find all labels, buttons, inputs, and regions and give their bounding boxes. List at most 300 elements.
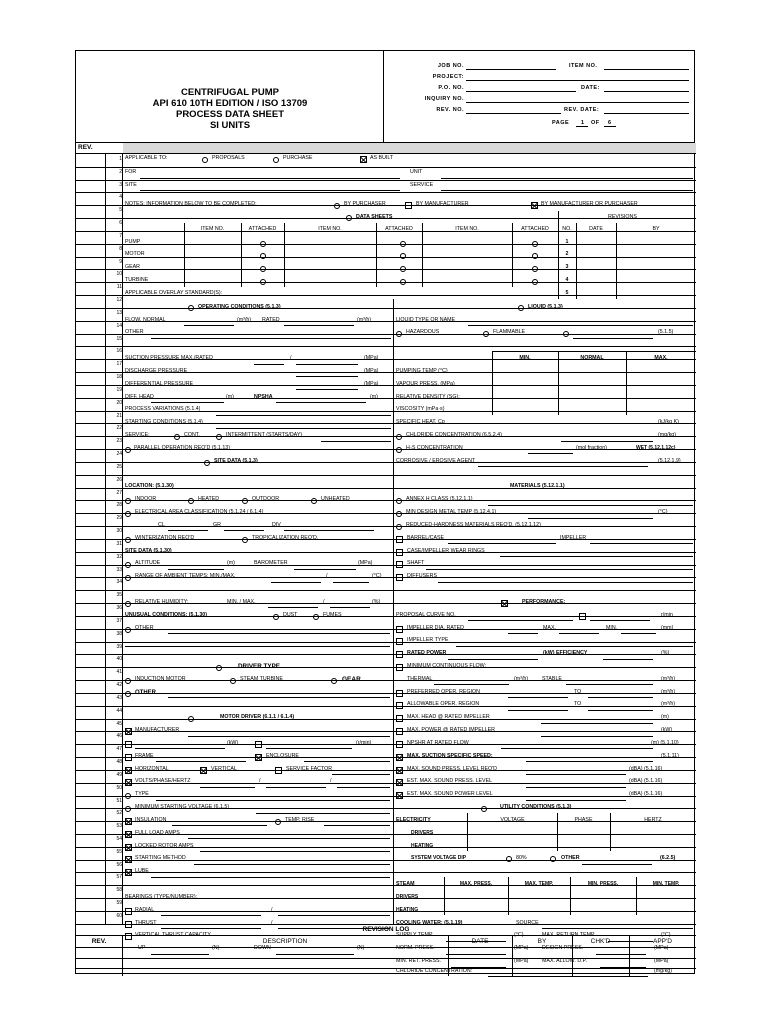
by-manufacturer-checkbox[interactable] xyxy=(405,202,412,209)
est-sound-field[interactable] xyxy=(526,787,626,788)
horizontal-label: HORIZONTAL xyxy=(135,765,169,772)
unit-label: UNIT xyxy=(410,169,423,176)
row-number: 9 xyxy=(119,258,122,265)
attached-radio[interactable] xyxy=(260,266,266,272)
differential-pressure-field[interactable] xyxy=(296,389,358,390)
service-field[interactable] xyxy=(441,190,693,191)
performance-checkbox[interactable] xyxy=(501,600,508,607)
by-mfr-or-purchaser-checkbox[interactable] xyxy=(531,202,538,209)
starting-method-field[interactable] xyxy=(194,864,390,865)
steam-min-press: MIN. PRESS. xyxy=(587,881,619,888)
process-variations-field[interactable] xyxy=(216,415,391,416)
attached-radio[interactable] xyxy=(400,279,406,285)
liquid-type-field[interactable] xyxy=(468,325,693,326)
attached-radio[interactable] xyxy=(260,241,266,247)
by-purchaser-radio[interactable] xyxy=(334,203,340,209)
title-line-2: API 610 10TH EDITION / ISO 13709 xyxy=(152,98,308,109)
norm-press-unit: (MPa) xyxy=(514,945,529,952)
cont-radio[interactable] xyxy=(174,434,180,440)
row-number: 52 xyxy=(116,810,122,817)
impeller-max-label: MAX. xyxy=(543,624,556,631)
min-cont-flow-label: MINIMUM CONTINUOUS FLOW: xyxy=(407,662,487,669)
min-starting-field[interactable] xyxy=(256,813,390,814)
max-head-field[interactable] xyxy=(541,723,653,724)
as-built-checkbox[interactable] xyxy=(360,156,367,163)
row-number: 6 xyxy=(119,220,122,227)
liquid-radio[interactable] xyxy=(518,305,524,311)
full-load-field[interactable] xyxy=(188,838,390,839)
stable-field[interactable] xyxy=(566,684,653,685)
ambient-slash: / xyxy=(326,573,328,580)
for-field[interactable] xyxy=(140,178,400,179)
revision-log-title: REVISION LOG xyxy=(362,926,410,933)
impeller-type-field[interactable] xyxy=(456,646,693,647)
volts-field[interactable] xyxy=(200,787,255,788)
dip-80-radio[interactable] xyxy=(506,856,512,862)
rel-density-label: RELATIVE DENSITY (SG): xyxy=(396,393,460,400)
phase-field[interactable] xyxy=(266,787,326,788)
motor-kw-checkbox[interactable] xyxy=(125,741,132,748)
steam-turbine-radio[interactable] xyxy=(230,678,236,684)
diffusers-field[interactable] xyxy=(438,582,693,583)
humidity-max-field[interactable] xyxy=(330,607,370,608)
attached-radio[interactable] xyxy=(532,253,538,259)
rev-bar-shade xyxy=(123,143,696,153)
est-power-field[interactable] xyxy=(526,800,626,801)
volts-label: VOLTS/PHASE/HERTZ xyxy=(135,778,191,785)
po-no-field[interactable] xyxy=(466,91,576,92)
degc-1: (°C) xyxy=(372,573,382,580)
m-unit-2: (m) xyxy=(370,393,378,400)
dip-other-field[interactable] xyxy=(582,864,652,865)
impeller-max-field[interactable] xyxy=(559,633,599,634)
h2s-field[interactable] xyxy=(528,453,573,454)
thermal-unit: (m³/h) xyxy=(514,675,529,682)
other-conditions-field-2[interactable] xyxy=(125,646,390,647)
intermittent-radio[interactable] xyxy=(216,434,222,440)
item-no-field[interactable] xyxy=(604,69,689,70)
humidity-label: RELATIVE HUMIDITY: xyxy=(135,598,189,605)
date-field[interactable] xyxy=(604,91,689,92)
attached-radio[interactable] xyxy=(532,266,538,272)
type-field[interactable] xyxy=(156,800,390,801)
liq-max-header: MAX. xyxy=(654,355,668,362)
job-no-field[interactable] xyxy=(466,69,556,70)
starts-per-day-field[interactable] xyxy=(321,441,391,442)
vert-thrust-label: VERTICAL THRUST CAPACITY xyxy=(135,932,211,939)
title-block xyxy=(76,51,384,143)
row-line xyxy=(76,911,696,912)
row-number: 3 xyxy=(119,181,122,188)
row-number: 48 xyxy=(116,759,122,765)
gear-radio[interactable] xyxy=(331,678,337,684)
allowable-from-field[interactable] xyxy=(508,710,568,711)
col-attached-1: ATTACHED xyxy=(248,225,277,232)
specific-heat-label: SPECIFIC HEAT, Cp xyxy=(396,419,445,426)
row-number: 2 xyxy=(119,168,122,175)
revlog-line xyxy=(76,968,696,969)
enclosure-field[interactable] xyxy=(304,761,390,762)
job-no-label: JOB NO. xyxy=(437,63,464,69)
revlog-appd-header: APP'D xyxy=(653,938,672,945)
row-line xyxy=(76,642,696,643)
site-field[interactable] xyxy=(140,190,400,191)
attached-radio[interactable] xyxy=(260,279,266,285)
page-number: 1 xyxy=(581,120,585,126)
manufacturer-label: MANUFACTURER xyxy=(135,727,180,734)
impeller-type-label: IMPELLER TYPE xyxy=(407,637,449,644)
other-hazard-radio[interactable] xyxy=(563,331,569,337)
row-number: 54 xyxy=(116,835,122,842)
rev-num-4: 4 xyxy=(565,277,569,284)
altitude-radio[interactable] xyxy=(125,562,131,568)
allowable-to-field[interactable] xyxy=(588,710,653,711)
efficiency-field[interactable] xyxy=(603,659,653,660)
row-line xyxy=(76,346,696,347)
other-driver-radio[interactable] xyxy=(125,691,131,697)
kjkgk-unit: (kJ/kg K) xyxy=(658,419,679,426)
row-number: 21 xyxy=(116,412,122,419)
supply-temp-unit: (°C) xyxy=(514,932,524,939)
manufacturer-field[interactable] xyxy=(188,736,390,737)
diffusers-checkbox[interactable] xyxy=(396,574,403,581)
diff-head-field[interactable] xyxy=(151,402,224,403)
thrust-slash: / xyxy=(271,919,273,926)
other-conditions-radio[interactable] xyxy=(125,627,131,633)
purchase-radio[interactable] xyxy=(273,157,279,163)
rated-label: RATED xyxy=(262,316,280,323)
revision-log xyxy=(76,924,696,975)
revlog-line xyxy=(76,947,696,948)
wear-rings-field[interactable] xyxy=(500,556,693,557)
suction-rated-field[interactable] xyxy=(296,364,358,365)
diff-head-label: DIFF. HEAD xyxy=(125,393,154,400)
div-field[interactable] xyxy=(284,530,374,531)
allowable-checkbox[interactable] xyxy=(396,702,403,709)
site-data-heading: SITE DATA (5.1.3) xyxy=(214,457,258,464)
div-label: DIV xyxy=(272,521,281,528)
min-design-temp-label: MIN DESIGN METAL TEMP (5.12.4.1) xyxy=(406,509,497,516)
barrel-case-field[interactable] xyxy=(448,543,556,544)
proposal-curve-field[interactable] xyxy=(468,620,573,621)
inquiry-no-field[interactable] xyxy=(466,102,689,103)
full-load-checkbox[interactable] xyxy=(125,831,132,838)
preferred-from-field[interactable] xyxy=(508,697,568,698)
impeller-type-checkbox[interactable] xyxy=(396,638,403,645)
cooling-water-label: COOLING WATER: (5.1.19) xyxy=(396,919,463,926)
other-conditions-field[interactable] xyxy=(168,633,390,634)
project-field[interactable] xyxy=(466,80,689,81)
equip-pump: PUMP xyxy=(125,238,141,245)
chloride-conc-label: CHLORIDE CONCENTRATION: xyxy=(396,967,473,974)
center-divider xyxy=(393,299,394,924)
locked-rotor-field[interactable] xyxy=(200,851,390,852)
npsha-field[interactable] xyxy=(276,402,366,403)
ref-515: (5.1.5) xyxy=(658,329,674,336)
chloride-field[interactable] xyxy=(561,441,653,442)
row-line xyxy=(76,180,696,181)
est-power-label: EST. MAX. SOUND POWER LEVEL xyxy=(407,791,493,798)
max-power-checkbox[interactable] xyxy=(396,728,403,735)
impeller-field[interactable] xyxy=(590,543,693,544)
humidity-min-max: MIN. / MAX. xyxy=(227,598,256,605)
for-label: FOR xyxy=(125,169,137,176)
attached-radio[interactable] xyxy=(400,253,406,259)
grid-line xyxy=(241,223,242,286)
curve-rpm-checkbox[interactable] xyxy=(579,613,586,620)
max-allow-unit: (MPa) xyxy=(654,958,669,965)
row-number: 33 xyxy=(116,566,122,573)
fumes-radio[interactable] xyxy=(313,614,319,620)
h2s-radio[interactable] xyxy=(396,447,402,453)
barrel-case-checkbox[interactable] xyxy=(396,536,403,543)
rev-num-2: 2 xyxy=(565,251,569,258)
preferred-checkbox[interactable] xyxy=(396,690,403,697)
ambient-radio[interactable] xyxy=(125,575,131,581)
outdoor-radio[interactable] xyxy=(242,498,248,504)
ref-51219: (5.12.1.9) xyxy=(658,457,681,464)
starting-method-label: STARTING METHOD xyxy=(135,855,186,862)
barometer-field[interactable] xyxy=(294,569,356,570)
row-number: 17 xyxy=(116,361,122,368)
up-label: UP xyxy=(138,945,146,952)
hertz-header: HERTZ xyxy=(644,816,662,823)
gr-field[interactable] xyxy=(224,530,264,531)
h2s-label: H₂S CONCENTRATION xyxy=(406,444,463,451)
supply-temp-label: SUPPLY TEMP. xyxy=(396,932,434,939)
starting-conditions-field[interactable] xyxy=(216,428,391,429)
humidity-min-field[interactable] xyxy=(268,607,318,608)
enclosure-checkbox[interactable] xyxy=(255,754,262,761)
winterization-radio[interactable] xyxy=(125,537,131,543)
row-number: 56 xyxy=(116,861,122,868)
induction-radio[interactable] xyxy=(125,678,131,684)
row-number: 51 xyxy=(116,797,122,804)
attached-radio[interactable] xyxy=(260,253,266,259)
temp-rise-radio[interactable] xyxy=(275,819,281,825)
suction-slash: / xyxy=(290,355,292,362)
hertz-field[interactable] xyxy=(337,787,390,788)
dip-other-radio[interactable] xyxy=(550,856,556,862)
row-number: 18 xyxy=(116,374,122,381)
suction-max-field[interactable] xyxy=(254,364,284,365)
impeller-min-field[interactable] xyxy=(621,633,656,634)
discharge-pressure-field[interactable] xyxy=(296,376,358,377)
lube-checkbox[interactable] xyxy=(125,869,132,876)
row-number: 58 xyxy=(116,887,122,894)
applicable-to-label: APPLICABLE TO: xyxy=(125,155,168,162)
manufacturer-checkbox[interactable] xyxy=(125,728,132,735)
flow-normal-label: FLOW, NORMAL xyxy=(125,316,166,323)
po-no-label: P.O. NO. xyxy=(438,85,464,91)
wear-rings-checkbox[interactable] xyxy=(396,549,403,556)
preferred-label: PREFERRED OPER. REGION xyxy=(407,688,480,695)
sound-reqd-checkbox[interactable] xyxy=(396,767,403,774)
temp-rise-field[interactable] xyxy=(324,825,390,826)
horizontal-checkbox[interactable] xyxy=(125,767,132,774)
proposals-radio[interactable] xyxy=(202,157,208,163)
radial-field-2[interactable] xyxy=(278,915,390,916)
npshr-field[interactable] xyxy=(501,748,653,749)
hazardous-radio[interactable] xyxy=(396,331,402,337)
norm-press-label: NORM. PRESS. xyxy=(396,945,435,952)
cl-field[interactable] xyxy=(168,530,208,531)
annex-h-radio[interactable] xyxy=(396,498,402,504)
flammable-radio[interactable] xyxy=(483,331,489,337)
m-unit-1: (m) xyxy=(226,393,234,400)
min-starting-radio[interactable] xyxy=(125,806,131,812)
lube-field[interactable] xyxy=(151,877,390,878)
shaft-field[interactable] xyxy=(426,569,693,570)
ambient-max-field[interactable] xyxy=(333,582,369,583)
utility-radio[interactable] xyxy=(481,806,487,812)
row-number: 37 xyxy=(116,617,122,624)
job-info-block xyxy=(384,51,694,143)
impeller-dia-checkbox[interactable] xyxy=(396,626,403,633)
min-design-temp-radio[interactable] xyxy=(396,511,402,517)
attached-radio[interactable] xyxy=(532,279,538,285)
min-design-temp-field[interactable] xyxy=(528,518,653,519)
volts-checkbox[interactable] xyxy=(125,779,132,786)
stable-label: STABLE xyxy=(542,675,562,682)
mgkg-unit: (mg/kg) xyxy=(658,432,676,439)
chloride-radio[interactable] xyxy=(396,434,402,440)
site-data-radio[interactable] xyxy=(204,460,210,466)
design-press-label: DESIGN PRESS. xyxy=(542,945,584,952)
lube-label: LUBE xyxy=(135,868,149,875)
wet-ref: WET (5.12.1.12c) xyxy=(636,444,676,451)
cont-label: CONT. xyxy=(184,432,200,439)
shaft-label: SHAFT xyxy=(407,560,425,567)
radial-checkbox[interactable] xyxy=(125,908,132,915)
altitude-field[interactable] xyxy=(168,569,224,570)
flammable-label: FLAMMABLE xyxy=(493,329,526,336)
rev-date-field[interactable] xyxy=(604,113,689,114)
attached-radio[interactable] xyxy=(400,241,406,247)
row-line xyxy=(76,629,696,630)
other-field[interactable] xyxy=(151,338,391,339)
preferred-to-field[interactable] xyxy=(588,697,653,698)
barrel-case-label: BARREL/CASE xyxy=(407,534,445,541)
reduced-hardness-radio[interactable] xyxy=(396,524,402,530)
insulation-field[interactable] xyxy=(172,825,267,826)
min-cont-flow-checkbox[interactable] xyxy=(396,664,403,671)
radial-field-1[interactable] xyxy=(161,915,261,916)
rated-power-label: RATED POWER xyxy=(407,650,447,657)
unheated-radio[interactable] xyxy=(311,498,317,504)
sound-reqd-field[interactable] xyxy=(526,774,626,775)
parallel-radio[interactable] xyxy=(125,447,131,453)
page-of-label: OF xyxy=(591,120,600,126)
n-unit-2: (N) xyxy=(357,945,365,952)
row-line xyxy=(76,321,696,322)
row-number: 10 xyxy=(116,271,122,278)
row-number: 46 xyxy=(116,733,122,740)
motor-rpm-field[interactable] xyxy=(266,748,352,749)
elec-area-radio[interactable] xyxy=(125,511,131,517)
unit-field[interactable] xyxy=(441,178,693,179)
type-radio[interactable] xyxy=(125,793,131,799)
rated-power-field[interactable] xyxy=(448,659,538,660)
flow-normal-field[interactable] xyxy=(184,325,234,326)
thrust-label: THRUST xyxy=(135,919,157,926)
curve-rpm-field[interactable] xyxy=(590,620,650,621)
row-number: 24 xyxy=(116,451,122,458)
humidity-radio[interactable] xyxy=(125,601,131,607)
row-number: 50 xyxy=(116,784,122,791)
suction-pressure-label: SUCTION PRESSURE MAX./RATED xyxy=(125,355,213,362)
data-sheets-radio[interactable] xyxy=(346,215,352,221)
frame-field[interactable] xyxy=(156,761,246,762)
attached-radio[interactable] xyxy=(532,241,538,247)
ambient-min-field[interactable] xyxy=(271,582,321,583)
row-number: 7 xyxy=(119,232,122,239)
date-label: DATE: xyxy=(581,85,600,91)
chloride-conc-unit: (mg/kg) xyxy=(654,967,672,974)
wear-rings-label: CASE/IMPELLER WEAR RINGS xyxy=(407,547,485,554)
frame-checkbox[interactable] xyxy=(125,754,132,761)
col-date: DATE xyxy=(589,225,603,232)
rated-power-checkbox[interactable] xyxy=(396,651,403,658)
elec-drivers-label: DRIVERS xyxy=(411,829,434,836)
driver-type-radio[interactable] xyxy=(216,665,222,671)
corrosive-field[interactable] xyxy=(478,466,648,467)
col-no: NO. xyxy=(562,225,572,232)
row-number: 53 xyxy=(116,823,122,830)
service-factor-field[interactable] xyxy=(332,774,390,775)
max-suction-field[interactable] xyxy=(526,761,653,762)
winterization-label: WINTERIZATION REQ'D xyxy=(135,534,195,541)
insulation-checkbox[interactable] xyxy=(125,818,132,825)
service-factor-checkbox[interactable] xyxy=(275,767,282,774)
dust-radio[interactable] xyxy=(273,614,279,620)
other-driver-field[interactable] xyxy=(168,697,390,698)
motor-kw-field[interactable] xyxy=(135,748,225,749)
max-suction-checkbox[interactable] xyxy=(396,754,403,761)
heated-radio[interactable] xyxy=(188,498,194,504)
operating-conditions-radio[interactable] xyxy=(188,305,194,311)
est-sound-checkbox[interactable] xyxy=(396,779,403,786)
motor-rpm-checkbox[interactable] xyxy=(255,741,262,748)
motor-driver-radio[interactable] xyxy=(188,716,194,722)
max-head-checkbox[interactable] xyxy=(396,715,403,722)
npshr-checkbox[interactable] xyxy=(396,741,403,748)
shaft-checkbox[interactable] xyxy=(396,561,403,568)
locked-rotor-checkbox[interactable] xyxy=(125,844,132,851)
differential-pressure-label: DIFFERENTIAL PRESSURE xyxy=(125,380,194,387)
n-unit-1: (N) xyxy=(212,945,220,952)
rev-no-field[interactable] xyxy=(466,113,561,114)
attached-radio[interactable] xyxy=(400,266,406,272)
max-power-field[interactable] xyxy=(541,736,653,737)
chloride-conc-field[interactable] xyxy=(488,976,648,977)
thermal-field[interactable] xyxy=(434,684,509,685)
indoor-radio[interactable] xyxy=(125,498,131,504)
materials-heading: MATERIALS (5.12.1.1) xyxy=(510,483,565,490)
rated-field[interactable] xyxy=(284,325,354,326)
vertical-checkbox[interactable] xyxy=(200,767,207,774)
annex-h-field[interactable] xyxy=(488,505,693,506)
other-hazard-field[interactable] xyxy=(573,338,653,339)
starting-method-checkbox[interactable] xyxy=(125,856,132,863)
impeller-label: IMPELLER xyxy=(560,534,587,541)
tropicalization-radio[interactable] xyxy=(242,537,248,543)
efficiency-label: (kW) EFFICIENCY xyxy=(543,650,588,657)
mpa-4: (MPa) xyxy=(358,560,373,567)
est-power-checkbox[interactable] xyxy=(396,792,403,799)
hazardous-label: HAZARDOUS xyxy=(406,329,440,336)
impeller-dia-field[interactable] xyxy=(508,633,538,634)
